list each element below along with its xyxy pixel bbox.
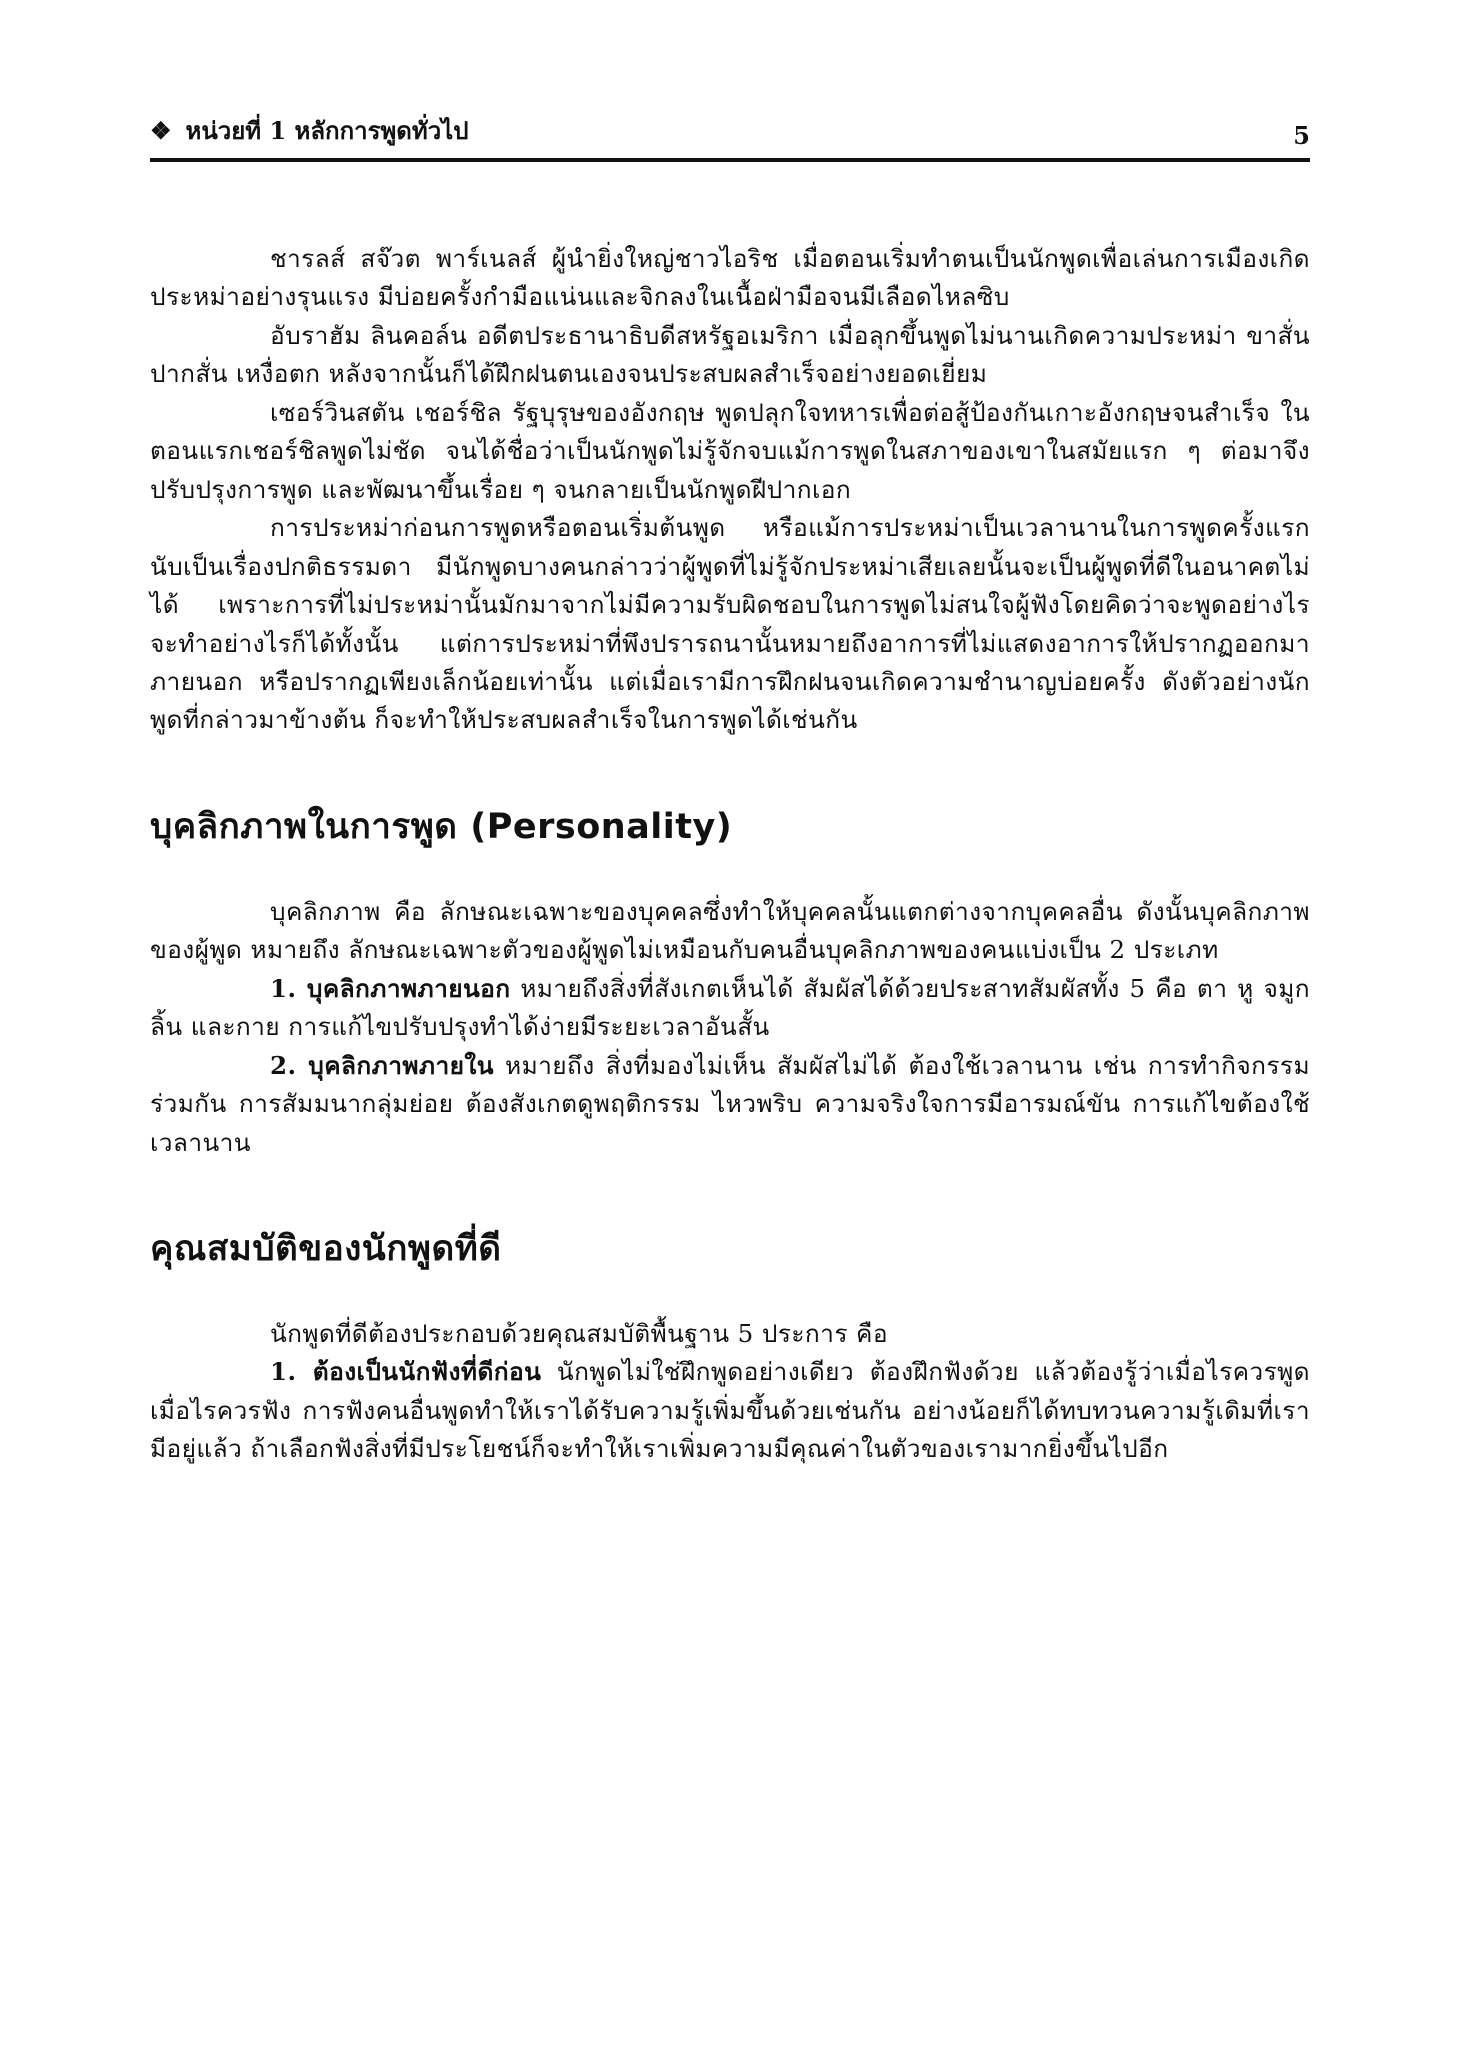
body-text — [150, 240, 1310, 1469]
running-header-left — [150, 111, 468, 150]
paragraph-nervousness: การประหม่าก่อนการพูดหรือตอนเริ่มต้นพูด หรือแม้การประหม่าเป็นเวลานานในการพูดครั้งแรกนับเป็นเรื่องปกติธรรมดา มีนักพูดบางคนกล่าวว่าผู้พูดที่ไม่รู้จักประหม่าเสียเลยนั้นจะเป็นผู้พูดที่ดีในอนาคตไม่ได้ เพราะการที่ไม่ประหม่านั้นมักมาจากไม่มีความรับผิดชอบในการพูดไม่สนใจผู้ฟังโดยคิดว่าจะพูดอย่างไร จะทำอย่างไรก็ได้ทั้งนั้น แต่การประหม่าที่พึงปรารถนานั้นหมายถึงอาการที่ไม่แสดงอาการให้ปรากฏออกมาภายนอก หรือปรากฏเพียงเล็กน้อยเท่านั้น แต่เมื่อเรามีการฝึกฝนจนเกิดความชำนาญบ่อยครั้ง ดังตัวอย่างนักพูดที่กล่าวมาข้างต้น ก็จะทำให้ประสบผลสำเร็จในการพูดได้เช่นกัน — [150, 513, 1310, 735]
list-item-good-listener — [150, 1353, 1310, 1468]
list-item-lead: 2. บุคลิกภาพภายใน — [270, 1050, 494, 1080]
chapter-title: หน่วยที่ 1 หลักการพูดทั่วไป — [185, 116, 469, 145]
paragraph-churchill: เซอร์วินสตัน เชอร์ชิล รัฐบุรุษของอังกฤษ พูดปลุกใจทหารเพื่อต่อสู้ป้องกันเกาะอังกฤษจนสำเร็จ ในตอนแรกเชอร์ชิลพูดไม่ชัด จนได้ชื่อว่าเป็นนักพูดไม่รู้จักจบแม้การพูดในสภาของเขาในสมัยแรก ๆ ต่อมาจึงปรับปรุงการพูด และพัฒนาขึ้นเรื่อย ๆ จนกลายเป็นนักพูดฝีปากเอก — [150, 397, 1310, 504]
paragraph-qualities-intro: นักพูดที่ดีต้องประกอบด้วยคุณสมบัติพื้นฐาน 5 ประการ คือ — [270, 1318, 888, 1348]
running-header — [150, 110, 1310, 150]
list-item-text: หมายถึงสิ่งที่สังเกตเห็นได้ สัมผัสได้ด้วยประสาทสัมผัสทั้ง 5 คือ ตา หู จมูก ลิ้น และกาย การแก้ไขปรับปรุงทำได้ง่ายมีระยะเวลาอันสั้น — [150, 973, 1310, 1042]
list-item-text: นักพูดไม่ใช่ฝึกพูดอย่างเดียว ต้องฝึกฟังด้วย แล้วต้องรู้ว่าเมื่อไรควรพูดเมื่อไรควรฟัง การฟังคนอื่นพูดทำให้เราได้รับความรู้เพิ่มขึ้นด้วยเช่นกัน อย่างน้อยก็ได้ทบทวนความรู้เดิมที่เรามีอยู่แล้ว ถ้าเลือกฟังสิ่งที่มีประโยชน์ก็จะทำให้เราเพิ่มความมีคุณค่าในตัวของเรามากยิ่งขึ้นไปอีก — [150, 1357, 1310, 1464]
page-number: 5 — [1293, 121, 1310, 150]
diamond-ornament-icon: ❖ — [150, 116, 172, 145]
paragraph-lincoln: อับราฮัม ลินคอล์น อดีตประธานาธิบดีสหรัฐอเมริกา เมื่อลุกขึ้นพูดไม่นานเกิดความประหม่า ขาสั่น ปากสั่น เหงื่อตก หลังจากนั้นก็ได้ฝึกฝนตนเองจนประสบผลสำเร็จอย่างยอดเยี่ยม — [150, 320, 1310, 389]
list-item-internal-personality — [150, 1047, 1310, 1162]
header-divider — [150, 158, 1310, 162]
list-item-external-personality — [150, 970, 1310, 1047]
list-item-text: หมายถึง สิ่งที่มองไม่เห็น สัมผัสไม่ได้ ต้องใช้เวลานาน เช่น การทำกิจกรรมร่วมกัน การสัมมนากลุ่มย่อย ต้องสังเกตดูพฤติกรรม ไหวพริบ ความจริงใจการมีอารมณ์ขัน การแก้ไขต้องใช้เวลานาน — [150, 1050, 1310, 1157]
list-item-lead: 1. บุคลิกภาพภายนอก — [270, 973, 511, 1003]
list-item-lead: 1. ต้องเป็นนักฟังที่ดีก่อน — [270, 1357, 542, 1387]
paragraph-personality-intro: บุคลิกภาพ คือ ลักษณะเฉพาะของบุคคลซึ่งทำให้บุคคลนั้นแตกต่างจากบุคคลอื่น ดังนั้นบุคลิกภาพของผู้พูด หมายถึง ลักษณะเฉพาะตัวของผู้พูดไม่เหมือนกับคนอื่นบุคลิกภาพของคนแบ่งเป็น 2 ประเภท — [150, 896, 1310, 965]
section-heading-qualities: คุณสมบัติของนักพูดที่ดี — [150, 1229, 502, 1269]
document-page — [150, 110, 1310, 1469]
paragraph-parnell: ชารลส์ สจ๊วต พาร์เนลส์ ผู้นำยิ่งใหญ่ชาวไอริช เมื่อตอนเริ่มทำตนเป็นนักพูดเพื่อเล่นการเมืองเกิดประหม่าอย่างรุนแรง มีบ่อยครั้งกำมือแน่นและจิกลงในเนื้อฝ่ามือจนมีเลือดไหลซิบ — [150, 244, 1310, 312]
section-heading-personality: บุคลิกภาพในการพูด (Personality) — [150, 806, 733, 847]
